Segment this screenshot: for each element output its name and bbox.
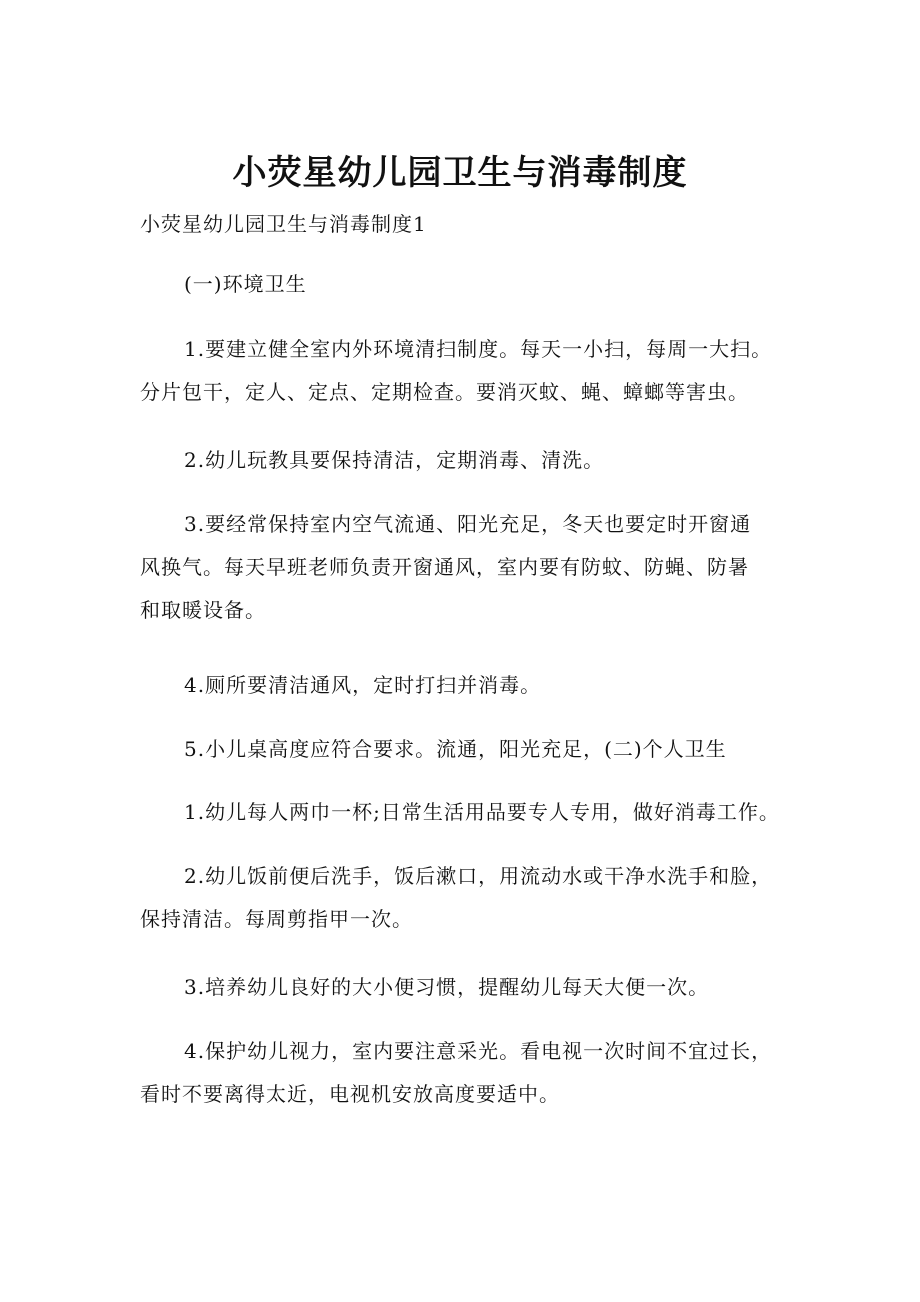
paragraph-line: 分片包干，定人、定点、定期检查。要消灭蚊、蝇、蟑螂等害虫。 <box>140 380 749 404</box>
paragraph-item <box>140 971 800 1003</box>
paragraph-line: 看时不要离得太近，电视机安放高度要适中。 <box>140 1082 560 1106</box>
paragraph-line: 3.培养幼儿良好的大小便习惯，提醒幼儿每天大便一次。 <box>184 975 710 999</box>
document-title: 小荧星幼儿园卫生与消毒制度 <box>232 153 688 193</box>
paragraph-item <box>140 796 800 828</box>
paragraph-line: 和取暖设备。 <box>140 598 266 622</box>
paragraph-item <box>140 669 800 701</box>
paragraph-item <box>140 860 800 935</box>
paragraph-item <box>140 733 800 765</box>
paragraph-line: 风换气。每天早班老师负责开窗通风，室内要有防蚊、防蝇、防暑 <box>140 555 749 579</box>
paragraph-line: 1.要建立健全室内外环境清扫制度。每天一小扫，每周一大扫。 <box>184 337 773 361</box>
paragraph-line: 1.幼儿每人两巾一杯;日常生活用品要专人专用，做好消毒工作。 <box>184 800 780 824</box>
paragraph-item <box>140 1035 800 1110</box>
paragraph-item <box>140 444 800 476</box>
paragraph-line: 5.小儿桌高度应符合要求。流通，阳光充足，(二)个人卫生 <box>184 737 727 761</box>
paragraph-line: 保持清洁。每周剪指甲一次。 <box>140 907 413 931</box>
paragraph-item <box>140 508 800 626</box>
paragraph-line: (一)环境卫生 <box>184 272 307 296</box>
paragraph-line: 2.幼儿饭前便后洗手，饭后漱口，用流动水或干净水洗手和脸， <box>184 864 773 888</box>
paragraph-line: 3.要经常保持室内空气流通、阳光充足，冬天也要定时开窗通 <box>184 512 752 536</box>
paragraph-line: 4.厕所要清洁通风，定时打扫并消毒。 <box>184 673 542 697</box>
section-heading-environment <box>140 268 800 300</box>
paragraph-line: 4.保护幼儿视力，室内要注意采光。看电视一次时间不宜过长， <box>184 1039 773 1063</box>
paragraph-item <box>140 333 800 408</box>
document-subtitle: 小荧星幼儿园卫生与消毒制度1 <box>140 212 427 236</box>
paragraph-line: 2.幼儿玩教具要保持清洁，定期消毒、清洗。 <box>184 448 605 472</box>
